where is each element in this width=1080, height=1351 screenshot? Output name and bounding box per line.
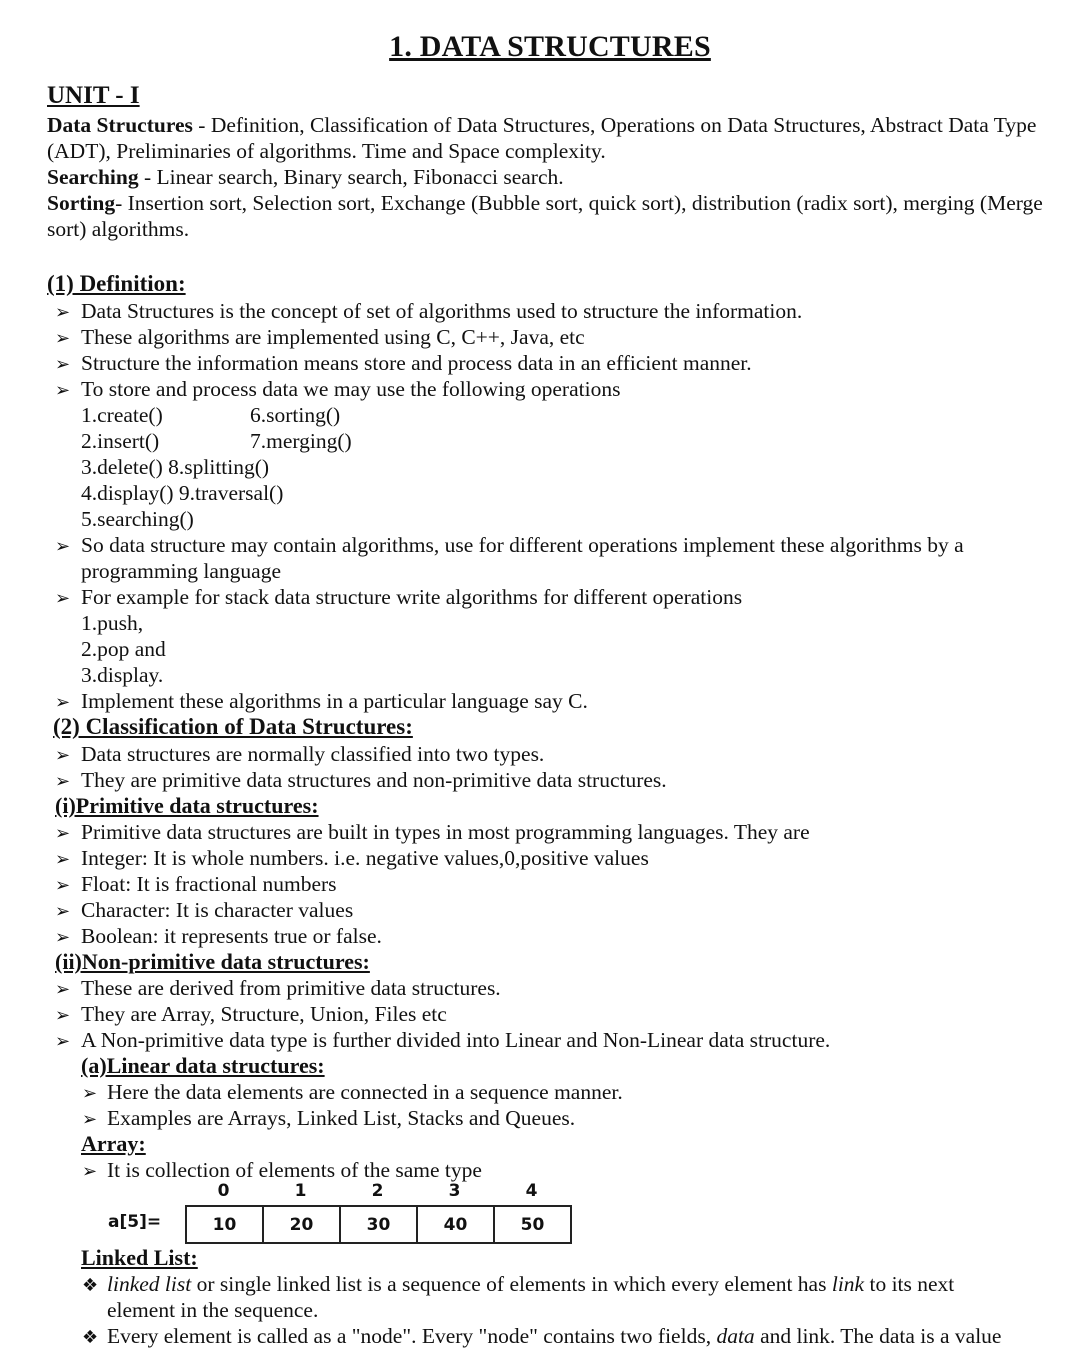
- arrow-bullet-icon: ➢: [55, 1005, 71, 1026]
- list-item-continuation: element in the sequence.: [107, 1298, 319, 1322]
- list-item: ➢ They are Array, Structure, Union, Files etc: [55, 1001, 1055, 1029]
- list-item: ➢ These are derived from primitive data structures.: [55, 975, 1055, 1003]
- array-index: 1: [294, 1181, 307, 1201]
- list-item: ➢ Data structures are normally classified into two types.: [55, 741, 1055, 769]
- arrow-bullet-icon: ➢: [55, 875, 71, 896]
- array-cell: 10: [186, 1206, 263, 1243]
- arrow-bullet-icon: ➢: [55, 380, 71, 401]
- diamond-bullet-icon: ❖: [82, 1275, 99, 1296]
- syllabus-searching: Searching - Linear search, Binary search, Fibonacci search.: [47, 165, 564, 189]
- arrow-bullet-icon: ➢: [55, 771, 71, 792]
- list-item: ➢ A Non-primitive data type is further divided into Linear and Non-Linear data structure.: [55, 1027, 1055, 1055]
- array-index: 2: [371, 1181, 384, 1201]
- list-item: ➢ Integer: It is whole numbers. i.e. negative values,0,positive values: [55, 845, 1055, 873]
- stack-operation: 2.pop and: [81, 637, 166, 661]
- arrow-bullet-icon: ➢: [55, 901, 71, 922]
- arrow-bullet-icon: ➢: [55, 849, 71, 870]
- array-diagram: [185, 1205, 572, 1244]
- list-item: ➢ Character: It is character values: [55, 897, 1055, 925]
- unit-heading: UNIT - I: [47, 82, 140, 109]
- arrow-bullet-icon: ➢: [55, 979, 71, 1000]
- list-item-continuation: programming language: [81, 559, 282, 583]
- list-item: ➢ Here the data elements are connected in a sequence manner.: [82, 1079, 1052, 1107]
- arrow-bullet-icon: ➢: [55, 328, 71, 349]
- list-item: ❖ linked list or single linked list is a sequence of elements in which every element has link to its next: [82, 1271, 1052, 1299]
- list-item: ➢ It is collection of elements of the same type: [82, 1157, 1052, 1185]
- page-title: 1. DATA STRUCTURES: [389, 30, 711, 63]
- operation-item: 6.sorting(): [250, 403, 341, 427]
- arrow-bullet-icon: ➢: [55, 692, 71, 713]
- operation-item: 4.display() 9.traversal(): [81, 481, 284, 505]
- stack-operation: 3.display.: [81, 663, 164, 687]
- list-item: ➢ Implement these algorithms in a particular language say C.: [55, 688, 1055, 716]
- list-item: ❖ Every element is called as a "node". Every "node" contains two fields, data and link. The data is a value: [82, 1323, 1052, 1351]
- linear-heading: (a)Linear data structures:: [81, 1053, 325, 1078]
- arrow-bullet-icon: ➢: [55, 536, 71, 557]
- operation-item: 2.insert(): [81, 429, 160, 453]
- arrow-bullet-icon: ➢: [55, 1031, 71, 1052]
- list-item: ➢ They are primitive data structures and non-primitive data structures.: [55, 767, 1055, 795]
- array-cell: 30: [340, 1206, 417, 1243]
- list-item: ➢ So data structure may contain algorithms, use for different operations implement these algorithms by a: [55, 532, 1055, 560]
- array-row: [186, 1206, 571, 1243]
- arrow-bullet-icon: ➢: [55, 823, 71, 844]
- list-item: ➢ Structure the information means store and process data in an efficient manner.: [55, 350, 1055, 378]
- arrow-bullet-icon: ➢: [55, 302, 71, 323]
- arrow-bullet-icon: ➢: [82, 1083, 98, 1104]
- stack-operation: 1.push,: [81, 611, 144, 635]
- list-item: ➢ Data Structures is the concept of set of algorithms used to structure the information.: [55, 298, 1055, 326]
- operation-item: 5.searching(): [81, 507, 194, 531]
- syllabus: [47, 112, 1047, 242]
- list-item: ➢ Examples are Arrays, Linked List, Stacks and Queues.: [82, 1105, 1052, 1133]
- list-item: ➢ Float: It is fractional numbers: [55, 871, 1055, 899]
- arrow-bullet-icon: ➢: [55, 745, 71, 766]
- arrow-bullet-icon: ➢: [82, 1109, 98, 1130]
- operation-item: 1.create(): [81, 403, 163, 427]
- primitive-heading: (i)Primitive data structures:: [55, 793, 319, 818]
- array-cell: 40: [417, 1206, 494, 1243]
- diamond-bullet-icon: ❖: [82, 1327, 99, 1348]
- list-item: ➢ For example for stack data structure write algorithms for different operations: [55, 584, 1055, 612]
- array-index: 3: [448, 1181, 461, 1201]
- syllabus-data-structures: Data Structures - Definition, Classification of Data Structures, Operations on Data Structures, Abstract Data Type (ADT), Preliminaries of algorithms. Time and Space complexity.: [47, 113, 1037, 163]
- array-heading: Array:: [81, 1131, 146, 1156]
- array-index: 4: [525, 1181, 538, 1201]
- array-index: 0: [217, 1181, 230, 1201]
- arrow-bullet-icon: ➢: [55, 588, 71, 609]
- list-item: ➢ To store and process data we may use the following operations: [55, 376, 1055, 404]
- list-item: ➢ These algorithms are implemented using C, C++, Java, etc: [55, 324, 1055, 352]
- array-cell: 50: [494, 1206, 571, 1243]
- list-item: ➢ Boolean: it represents true or false.: [55, 923, 1055, 951]
- classification-heading: (2) Classification of Data Structures:: [53, 714, 413, 739]
- syllabus-sorting: Sorting- Insertion sort, Selection sort, Exchange (Bubble sort, quick sort), distribution (radix sort), merging (Merge sort) algorithms.: [47, 191, 1043, 241]
- nonprimitive-heading: (ii)Non-primitive data structures:: [55, 949, 370, 974]
- arrow-bullet-icon: ➢: [82, 1161, 98, 1182]
- operation-item: 7.merging(): [250, 429, 352, 453]
- list-item: ➢ Primitive data structures are built in types in most programming languages. They are: [55, 819, 1055, 847]
- array-label: a[5]=: [108, 1212, 162, 1232]
- array-cell: 20: [263, 1206, 340, 1243]
- arrow-bullet-icon: ➢: [55, 927, 71, 948]
- definition-heading: (1) Definition:: [47, 271, 186, 296]
- arrow-bullet-icon: ➢: [55, 354, 71, 375]
- linked-list-heading: Linked List:: [81, 1245, 198, 1270]
- operation-item: 3.delete() 8.splitting(): [81, 455, 270, 479]
